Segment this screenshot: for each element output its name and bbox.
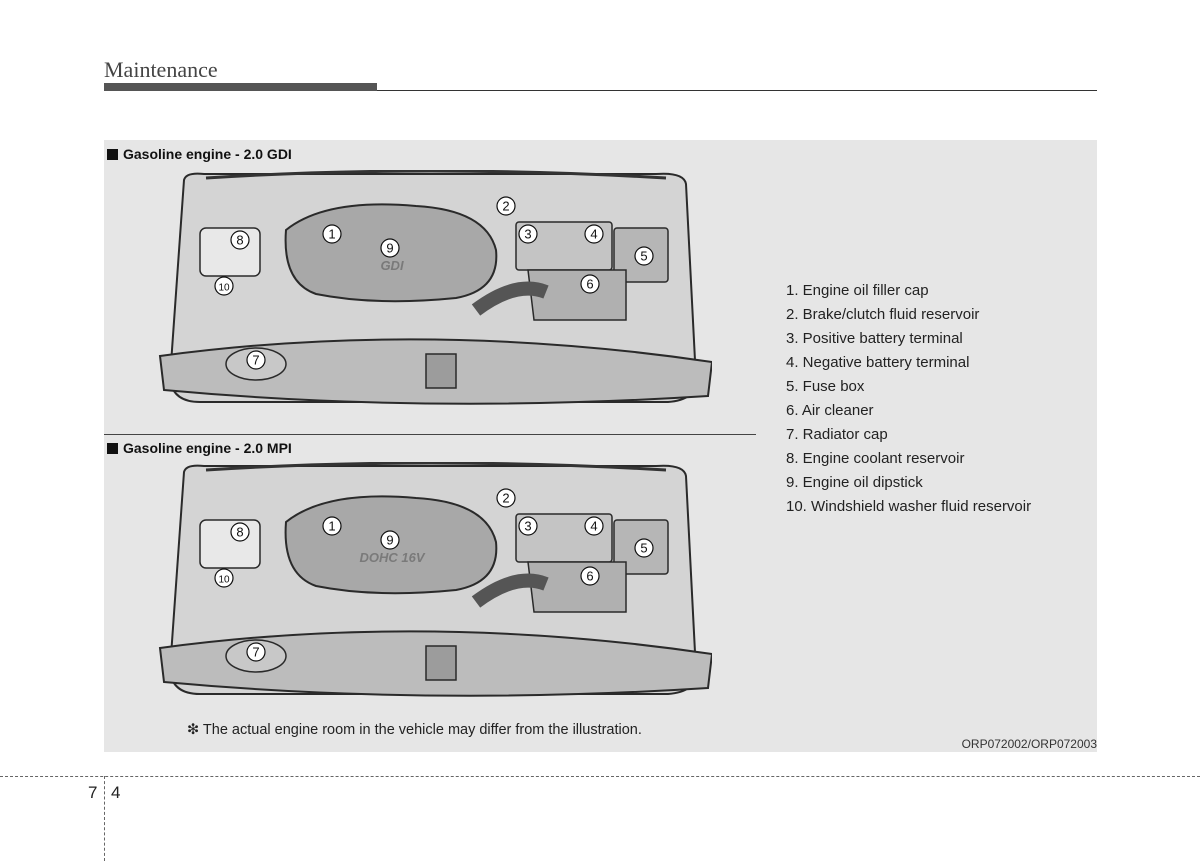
bullet-square-icon <box>107 443 118 454</box>
callout-marker-label: 1 <box>328 518 336 534</box>
callout-item: 8. Engine coolant reservoir <box>786 450 965 467</box>
callout-marker-label: 8 <box>236 232 244 248</box>
callout-marker-7 <box>247 643 265 661</box>
engine-cover-text: DOHC 16V <box>359 550 425 565</box>
section-label-text: Gasoline engine - 2.0 MPI <box>123 440 292 456</box>
callout-marker-3 <box>519 225 537 243</box>
illustration-note: ❇ The actual engine room in the vehicle may differ from the illustration. <box>187 722 642 738</box>
figure-code: ORP072002/ORP072003 <box>961 737 1097 751</box>
bullet-square-icon <box>107 149 118 160</box>
callout-marker-10 <box>215 277 233 295</box>
callout-marker-6 <box>581 567 599 585</box>
callout-marker-label: 5 <box>640 540 648 556</box>
callout-marker-4 <box>585 517 603 535</box>
callout-marker-label: 2 <box>502 490 510 506</box>
section-divider <box>104 434 756 435</box>
page-chapter-number: 7 <box>88 783 98 802</box>
callout-marker-label: 4 <box>590 226 598 242</box>
engine-illustration-gdi <box>156 170 712 414</box>
callout-item: 1. Engine oil filler cap <box>786 282 929 299</box>
callout-marker-label: 3 <box>524 518 532 534</box>
callout-marker-2 <box>497 197 515 215</box>
coolant-reservoir <box>200 228 260 276</box>
callout-marker-10 <box>215 569 233 587</box>
callout-marker-1 <box>323 517 341 535</box>
callout-item: 9. Engine oil dipstick <box>786 474 923 491</box>
footer-dashed-rule <box>0 776 1200 777</box>
callout-marker-label: 3 <box>524 226 532 242</box>
callout-marker-5 <box>635 539 653 557</box>
callout-marker-8 <box>231 523 249 541</box>
callout-item: 7. Radiator cap <box>786 426 888 443</box>
engine-cover-text: GDI <box>380 258 404 273</box>
callout-marker-label: 7 <box>252 644 260 660</box>
callout-marker-2 <box>497 489 515 507</box>
callout-item: 3. Positive battery terminal <box>786 330 963 347</box>
callout-marker-label: 5 <box>640 248 648 264</box>
callout-list <box>786 279 1031 519</box>
callout-marker-6 <box>581 275 599 293</box>
callout-marker-label: 2 <box>502 198 510 214</box>
callout-marker-9 <box>381 239 399 257</box>
callout-marker-label: 6 <box>586 568 594 584</box>
callout-marker-label: 9 <box>386 240 394 256</box>
callout-marker-5 <box>635 247 653 265</box>
callout-item: 6. Air cleaner <box>786 402 874 419</box>
callout-marker-3 <box>519 517 537 535</box>
page-header-title: Maintenance <box>104 57 218 82</box>
callout-marker-label: 10 <box>218 574 230 586</box>
callout-marker-1 <box>323 225 341 243</box>
callout-item: 2. Brake/clutch fluid reservoir <box>786 306 980 323</box>
callout-marker-label: 4 <box>590 518 598 534</box>
engine-illustration-mpi <box>156 462 712 706</box>
header-rule-thick <box>104 83 377 91</box>
page-number: 4 <box>111 783 121 802</box>
callout-marker-label: 10 <box>218 282 230 294</box>
callout-marker-label: 9 <box>386 532 394 548</box>
section-label-gdi <box>107 146 292 162</box>
hood-latch <box>426 354 456 388</box>
hood-latch <box>426 646 456 680</box>
callout-item: 10. Windshield washer fluid reservoir <box>786 498 1032 515</box>
footer-dashed-separator <box>104 776 105 861</box>
callout-marker-8 <box>231 231 249 249</box>
callout-marker-label: 6 <box>586 276 594 292</box>
callout-marker-7 <box>247 351 265 369</box>
callout-marker-label: 7 <box>252 352 260 368</box>
callout-marker-label: 1 <box>328 226 336 242</box>
callout-marker-4 <box>585 225 603 243</box>
callout-marker-label: 8 <box>236 524 244 540</box>
callout-item: 5. Fuse box <box>786 378 865 395</box>
coolant-reservoir <box>200 520 260 568</box>
callout-item: 4. Negative battery terminal <box>786 354 970 371</box>
section-label-mpi <box>107 440 292 456</box>
section-label-text: Gasoline engine - 2.0 GDI <box>123 146 292 162</box>
callout-marker-9 <box>381 531 399 549</box>
header-rule-thin <box>377 90 1097 91</box>
